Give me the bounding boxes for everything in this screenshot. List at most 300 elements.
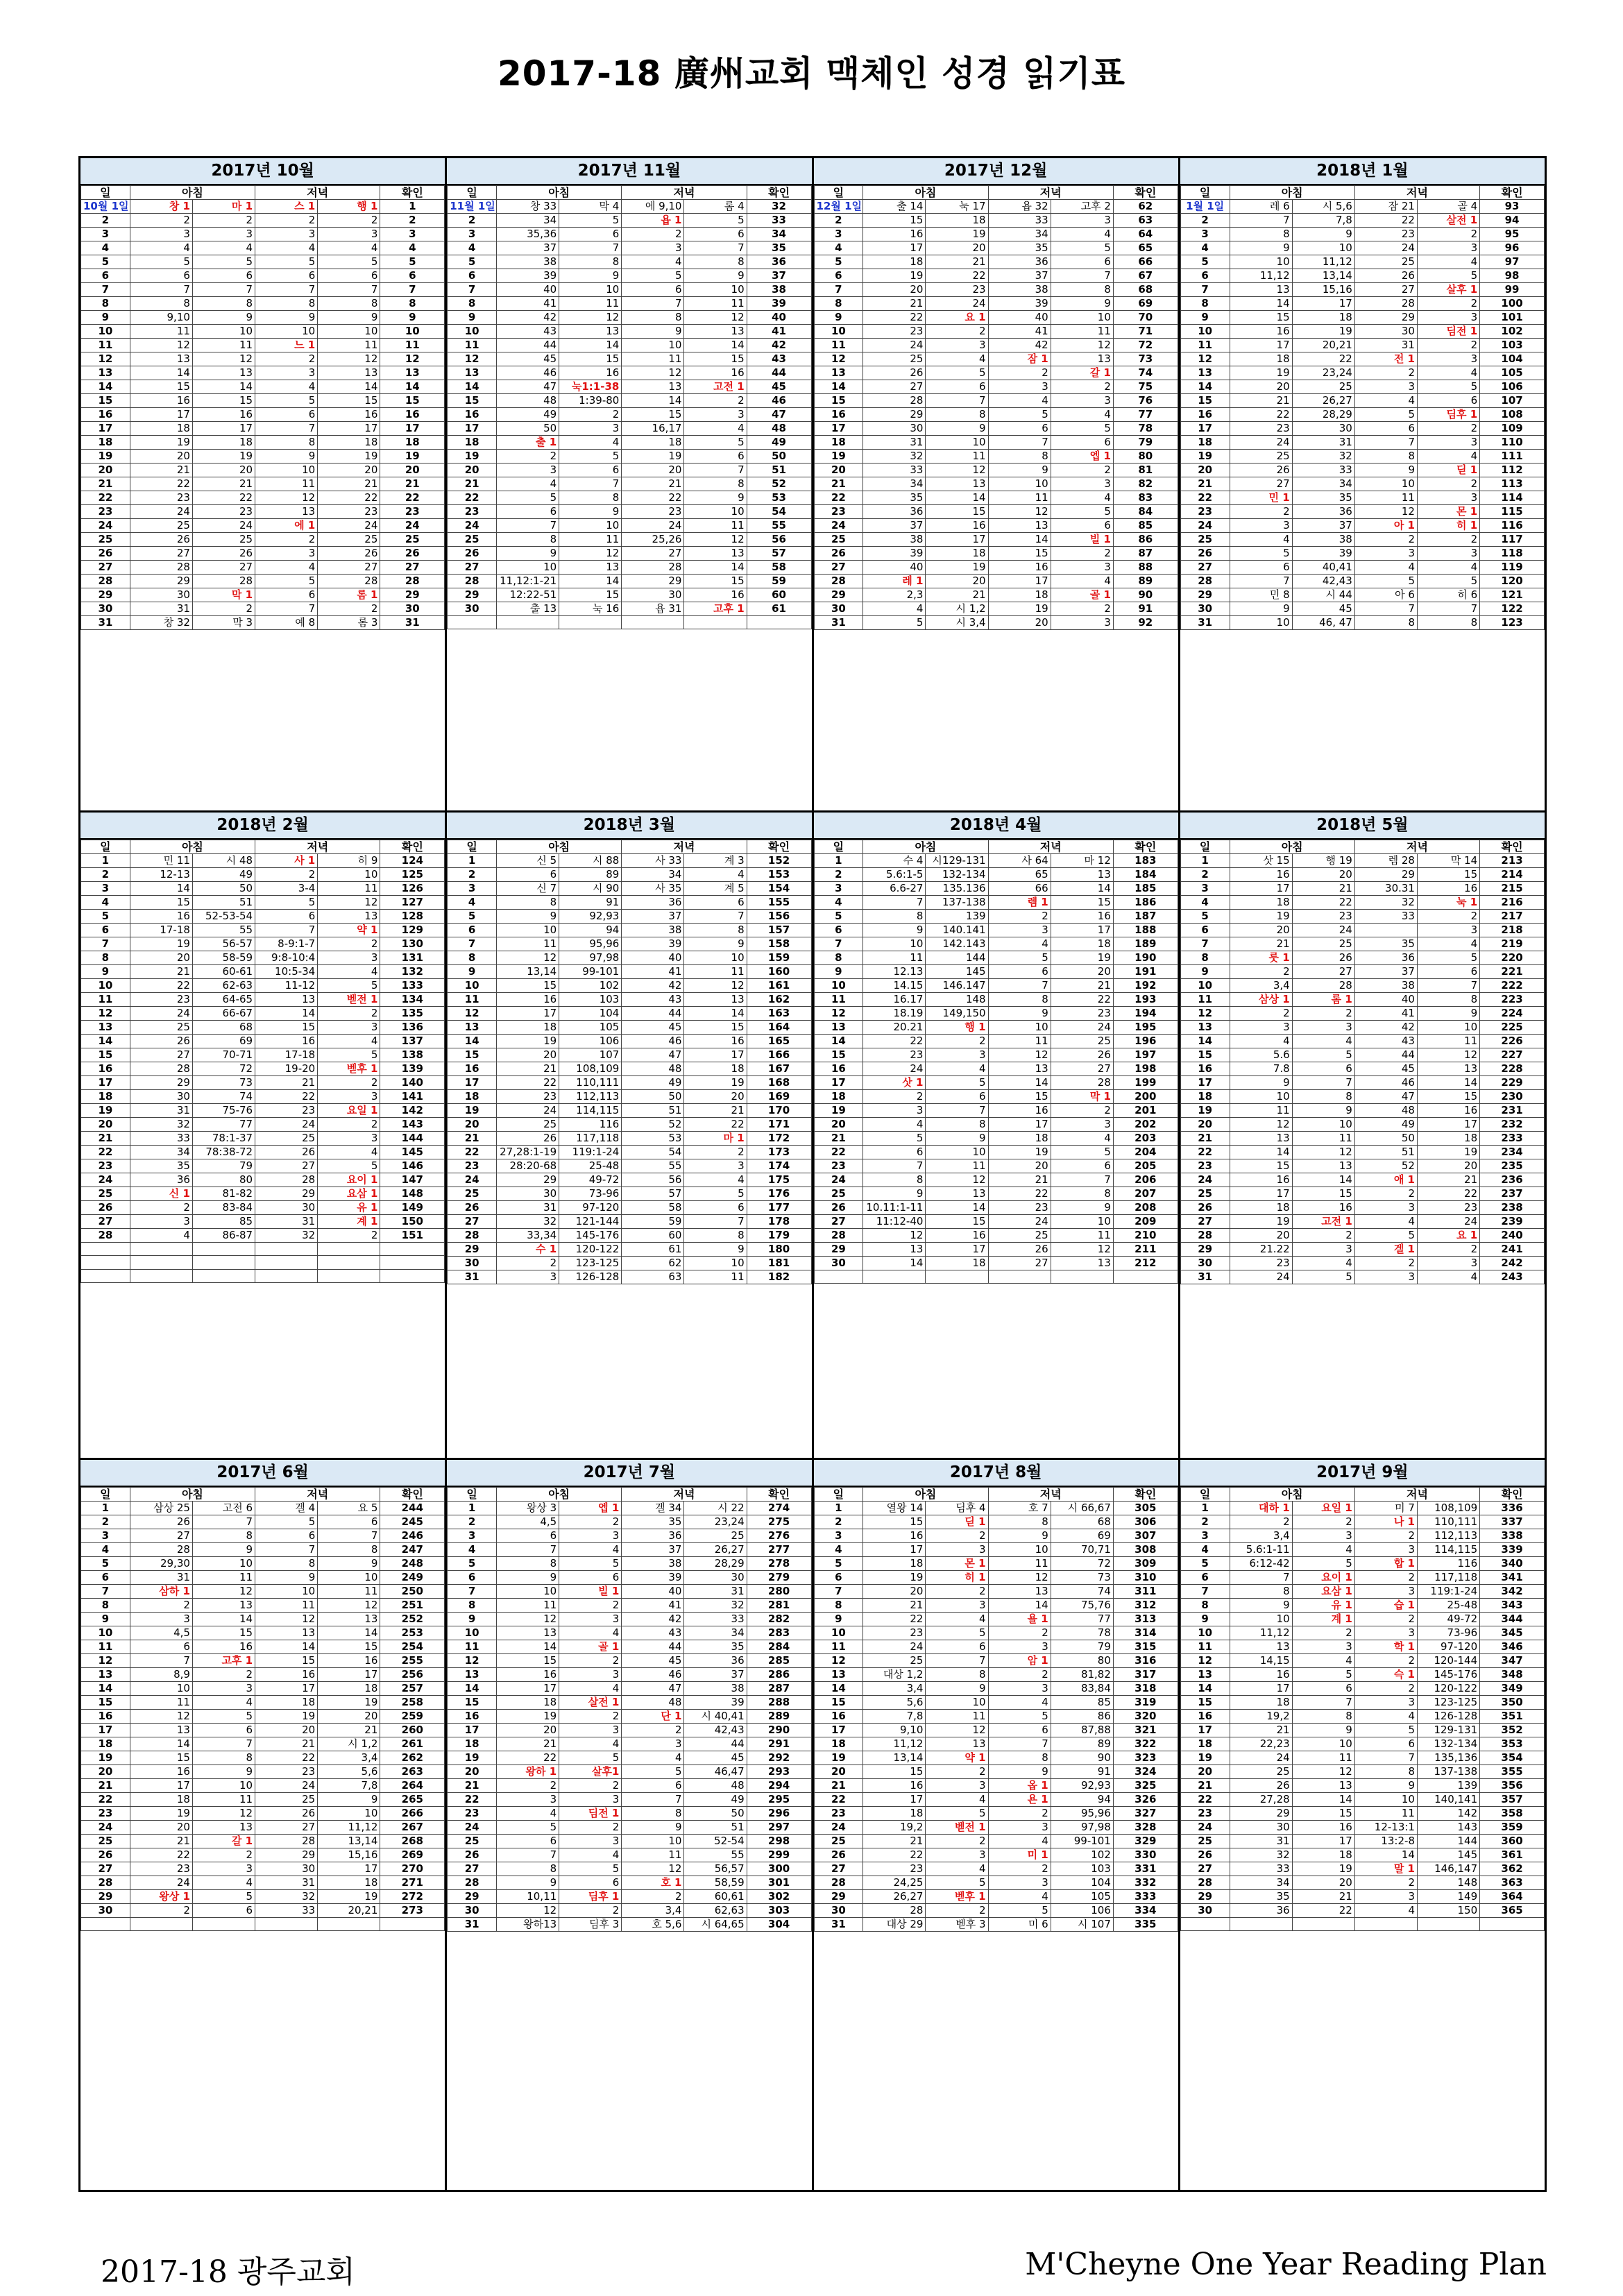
check-cell[interactable]: 266 [380, 1807, 445, 1821]
check-cell[interactable]: 21 [380, 477, 445, 491]
check-cell[interactable]: 56 [747, 533, 811, 547]
check-cell[interactable]: 143 [380, 1118, 445, 1132]
check-cell[interactable]: 202 [1113, 1118, 1178, 1132]
check-cell[interactable]: 285 [747, 1654, 811, 1668]
check-cell[interactable]: 223 [1480, 993, 1545, 1007]
check-cell[interactable]: 2 [380, 214, 445, 228]
check-cell[interactable]: 261 [380, 1737, 445, 1751]
check-cell[interactable]: 126 [380, 882, 445, 896]
check-cell[interactable] [1113, 1270, 1178, 1284]
check-cell[interactable]: 363 [1480, 1876, 1545, 1890]
check-cell[interactable]: 335 [1113, 1918, 1178, 1932]
check-cell[interactable]: 127 [380, 896, 445, 910]
check-cell[interactable]: 320 [1113, 1710, 1178, 1724]
check-cell[interactable]: 182 [747, 1270, 811, 1284]
check-cell[interactable]: 284 [747, 1640, 811, 1654]
check-cell[interactable]: 336 [1480, 1502, 1545, 1515]
check-cell[interactable]: 146 [380, 1159, 445, 1173]
check-cell[interactable]: 293 [747, 1765, 811, 1779]
check-cell[interactable]: 201 [1113, 1104, 1178, 1118]
check-cell[interactable]: 204 [1113, 1146, 1178, 1159]
check-cell[interactable]: 339 [1480, 1543, 1545, 1557]
check-cell[interactable]: 322 [1113, 1737, 1178, 1751]
check-cell[interactable]: 29 [380, 588, 445, 602]
check-cell[interactable]: 187 [1113, 910, 1178, 924]
check-cell[interactable]: 20 [380, 464, 445, 477]
check-cell[interactable]: 214 [1480, 868, 1545, 882]
check-cell[interactable]: 62 [1113, 200, 1178, 214]
check-cell[interactable]: 166 [747, 1048, 811, 1062]
check-cell[interactable]: 358 [1480, 1807, 1545, 1821]
check-cell[interactable]: 276 [747, 1529, 811, 1543]
check-cell[interactable]: 197 [1113, 1048, 1178, 1062]
check-cell[interactable]: 210 [1113, 1229, 1178, 1243]
check-cell[interactable]: 82 [1113, 477, 1178, 491]
check-cell[interactable]: 176 [747, 1187, 811, 1201]
check-cell[interactable]: 360 [1480, 1835, 1545, 1848]
check-cell[interactable]: 108 [1480, 408, 1545, 422]
check-cell[interactable]: 329 [1113, 1835, 1178, 1848]
check-cell[interactable]: 347 [1480, 1654, 1545, 1668]
check-cell[interactable]: 338 [1480, 1529, 1545, 1543]
check-cell[interactable]: 345 [1480, 1626, 1545, 1640]
check-cell[interactable]: 231 [1480, 1104, 1545, 1118]
check-cell[interactable]: 233 [1480, 1132, 1545, 1146]
check-cell[interactable]: 227 [1480, 1048, 1545, 1062]
check-cell[interactable]: 38 [747, 283, 811, 297]
check-cell[interactable]: 207 [1113, 1187, 1178, 1201]
check-cell[interactable]: 66 [1113, 255, 1178, 269]
check-cell[interactable]: 10 [380, 325, 445, 339]
check-cell[interactable]: 5 [380, 255, 445, 269]
check-cell[interactable]: 178 [747, 1215, 811, 1229]
check-cell[interactable]: 356 [1480, 1779, 1545, 1793]
check-cell[interactable]: 240 [1480, 1229, 1545, 1243]
check-cell[interactable]: 35 [747, 241, 811, 255]
check-cell[interactable]: 244 [380, 1502, 445, 1515]
check-cell[interactable]: 125 [380, 868, 445, 882]
check-cell[interactable]: 167 [747, 1062, 811, 1076]
check-cell[interactable]: 249 [380, 1571, 445, 1585]
check-cell[interactable]: 354 [1480, 1751, 1545, 1765]
check-cell[interactable]: 314 [1113, 1626, 1178, 1640]
check-cell[interactable]: 247 [380, 1543, 445, 1557]
check-cell[interactable]: 42 [747, 339, 811, 352]
check-cell[interactable]: 245 [380, 1515, 445, 1529]
check-cell[interactable]: 342 [1480, 1585, 1545, 1599]
check-cell[interactable]: 103 [1480, 339, 1545, 352]
check-cell[interactable]: 191 [1113, 965, 1178, 979]
check-cell[interactable]: 252 [380, 1613, 445, 1626]
check-cell[interactable]: 304 [747, 1918, 811, 1932]
check-cell[interactable]: 134 [380, 993, 445, 1007]
check-cell[interactable]: 330 [1113, 1848, 1178, 1862]
check-cell[interactable]: 26 [380, 547, 445, 561]
check-cell[interactable]: 78 [1113, 422, 1178, 436]
check-cell[interactable]: 196 [1113, 1035, 1178, 1048]
check-cell[interactable]: 230 [1480, 1090, 1545, 1104]
check-cell[interactable]: 19 [380, 450, 445, 464]
check-cell[interactable]: 84 [1113, 505, 1178, 519]
check-cell[interactable]: 198 [1113, 1062, 1178, 1076]
check-cell[interactable]: 148 [380, 1187, 445, 1201]
check-cell[interactable]: 288 [747, 1696, 811, 1710]
check-cell[interactable]: 248 [380, 1557, 445, 1571]
check-cell[interactable]: 31 [380, 616, 445, 630]
check-cell[interactable]: 324 [1113, 1765, 1178, 1779]
check-cell[interactable]: 24 [380, 519, 445, 533]
check-cell[interactable]: 327 [1113, 1807, 1178, 1821]
check-cell[interactable]: 263 [380, 1765, 445, 1779]
check-cell[interactable]: 50 [747, 450, 811, 464]
check-cell[interactable]: 215 [1480, 882, 1545, 896]
check-cell[interactable]: 353 [1480, 1737, 1545, 1751]
check-cell[interactable]: 303 [747, 1904, 811, 1918]
check-cell[interactable]: 359 [1480, 1821, 1545, 1835]
check-cell[interactable]: 264 [380, 1779, 445, 1793]
check-cell[interactable]: 115 [1480, 505, 1545, 519]
check-cell[interactable]: 41 [747, 325, 811, 339]
check-cell[interactable]: 282 [747, 1613, 811, 1626]
check-cell[interactable] [380, 1918, 445, 1931]
check-cell[interactable]: 291 [747, 1737, 811, 1751]
check-cell[interactable]: 317 [1113, 1668, 1178, 1682]
check-cell[interactable]: 101 [1480, 311, 1545, 325]
check-cell[interactable]: 28 [380, 575, 445, 588]
check-cell[interactable]: 13 [380, 366, 445, 380]
check-cell[interactable]: 77 [1113, 408, 1178, 422]
check-cell[interactable]: 255 [380, 1654, 445, 1668]
check-cell[interactable]: 145 [380, 1146, 445, 1159]
check-cell[interactable]: 89 [1113, 575, 1178, 588]
check-cell[interactable]: 257 [380, 1682, 445, 1696]
check-cell[interactable]: 119 [1480, 561, 1545, 575]
check-cell[interactable]: 76 [1113, 394, 1178, 408]
check-cell[interactable]: 346 [1480, 1640, 1545, 1654]
check-cell[interactable]: 184 [1113, 868, 1178, 882]
check-cell[interactable]: 292 [747, 1751, 811, 1765]
check-cell[interactable]: 68 [1113, 283, 1178, 297]
check-cell[interactable]: 337 [1480, 1515, 1545, 1529]
check-cell[interactable]: 318 [1113, 1682, 1178, 1696]
check-cell[interactable]: 235 [1480, 1159, 1545, 1173]
check-cell[interactable]: 116 [1480, 519, 1545, 533]
check-cell[interactable]: 333 [1113, 1890, 1178, 1904]
check-cell[interactable]: 52 [747, 477, 811, 491]
check-cell[interactable]: 311 [1113, 1585, 1178, 1599]
check-cell[interactable]: 59 [747, 575, 811, 588]
check-cell[interactable]: 129 [380, 924, 445, 937]
check-cell[interactable]: 283 [747, 1626, 811, 1640]
check-cell[interactable]: 220 [1480, 951, 1545, 965]
check-cell[interactable]: 156 [747, 910, 811, 924]
check-cell[interactable]: 325 [1113, 1779, 1178, 1793]
check-cell[interactable]: 93 [1480, 200, 1545, 214]
check-cell[interactable]: 225 [1480, 1021, 1545, 1035]
check-cell[interactable]: 175 [747, 1173, 811, 1187]
check-cell[interactable]: 139 [380, 1062, 445, 1076]
check-cell[interactable]: 23 [380, 505, 445, 519]
check-cell[interactable]: 16 [380, 408, 445, 422]
check-cell[interactable]: 4 [380, 241, 445, 255]
check-cell[interactable]: 256 [380, 1668, 445, 1682]
check-cell[interactable]: 37 [747, 269, 811, 283]
check-cell[interactable]: 43 [747, 352, 811, 366]
check-cell[interactable]: 161 [747, 979, 811, 993]
check-cell[interactable]: 159 [747, 951, 811, 965]
check-cell[interactable]: 286 [747, 1668, 811, 1682]
check-cell[interactable]: 228 [1480, 1062, 1545, 1076]
check-cell[interactable]: 328 [1113, 1821, 1178, 1835]
check-cell[interactable]: 259 [380, 1710, 445, 1724]
check-cell[interactable] [380, 1256, 445, 1269]
check-cell[interactable]: 222 [1480, 979, 1545, 993]
check-cell[interactable]: 30 [380, 602, 445, 616]
check-cell[interactable]: 46 [747, 394, 811, 408]
check-cell[interactable]: 90 [1113, 588, 1178, 602]
check-cell[interactable]: 54 [747, 505, 811, 519]
check-cell[interactable]: 312 [1113, 1599, 1178, 1613]
check-cell[interactable]: 188 [1113, 924, 1178, 937]
check-cell[interactable]: 3 [380, 228, 445, 241]
check-cell[interactable]: 307 [1113, 1529, 1178, 1543]
check-cell[interactable]: 106 [1480, 380, 1545, 394]
check-cell[interactable]: 141 [380, 1090, 445, 1104]
check-cell[interactable]: 243 [1480, 1270, 1545, 1284]
check-cell[interactable]: 8 [380, 297, 445, 311]
check-cell[interactable]: 163 [747, 1007, 811, 1021]
check-cell[interactable]: 49 [747, 436, 811, 450]
check-cell[interactable]: 349 [1480, 1682, 1545, 1696]
check-cell[interactable]: 294 [747, 1779, 811, 1793]
check-cell[interactable]: 174 [747, 1159, 811, 1173]
check-cell[interactable]: 80 [1113, 450, 1178, 464]
check-cell[interactable]: 323 [1113, 1751, 1178, 1765]
check-cell[interactable]: 15 [380, 394, 445, 408]
check-cell[interactable]: 81 [1113, 464, 1178, 477]
check-cell[interactable]: 186 [1113, 896, 1178, 910]
check-cell[interactable]: 272 [380, 1890, 445, 1904]
check-cell[interactable]: 278 [747, 1557, 811, 1571]
check-cell[interactable]: 87 [1113, 547, 1178, 561]
check-cell[interactable]: 237 [1480, 1187, 1545, 1201]
check-cell[interactable]: 133 [380, 979, 445, 993]
check-cell[interactable]: 268 [380, 1835, 445, 1848]
check-cell[interactable]: 152 [747, 854, 811, 868]
check-cell[interactable]: 60 [747, 588, 811, 602]
check-cell[interactable]: 122 [1480, 602, 1545, 616]
check-cell[interactable]: 364 [1480, 1890, 1545, 1904]
check-cell[interactable]: 65 [1113, 241, 1178, 255]
check-cell[interactable]: 287 [747, 1682, 811, 1696]
check-cell[interactable]: 155 [747, 896, 811, 910]
check-cell[interactable]: 61 [747, 602, 811, 616]
check-cell[interactable]: 253 [380, 1626, 445, 1640]
check-cell[interactable]: 63 [1113, 214, 1178, 228]
check-cell[interactable]: 246 [380, 1529, 445, 1543]
check-cell[interactable]: 149 [380, 1201, 445, 1215]
check-cell[interactable]: 45 [747, 380, 811, 394]
check-cell[interactable]: 7 [380, 283, 445, 297]
check-cell[interactable]: 132 [380, 965, 445, 979]
check-cell[interactable]: 180 [747, 1243, 811, 1257]
check-cell[interactable]: 267 [380, 1821, 445, 1835]
check-cell[interactable]: 316 [1113, 1654, 1178, 1668]
check-cell[interactable]: 211 [1113, 1243, 1178, 1257]
check-cell[interactable]: 192 [1113, 979, 1178, 993]
check-cell[interactable]: 48 [747, 422, 811, 436]
check-cell[interactable]: 117 [1480, 533, 1545, 547]
check-cell[interactable]: 239 [1480, 1215, 1545, 1229]
check-cell[interactable]: 100 [1480, 297, 1545, 311]
check-cell[interactable]: 352 [1480, 1724, 1545, 1737]
check-cell[interactable]: 216 [1480, 896, 1545, 910]
check-cell[interactable]: 9 [380, 311, 445, 325]
check-cell[interactable]: 209 [1113, 1215, 1178, 1229]
check-cell[interactable]: 160 [747, 965, 811, 979]
check-cell[interactable]: 279 [747, 1571, 811, 1585]
check-cell[interactable]: 162 [747, 993, 811, 1007]
check-cell[interactable]: 301 [747, 1876, 811, 1890]
check-cell[interactable]: 348 [1480, 1668, 1545, 1682]
check-cell[interactable] [380, 1269, 445, 1282]
check-cell[interactable]: 136 [380, 1021, 445, 1035]
check-cell[interactable]: 69 [1113, 297, 1178, 311]
check-cell[interactable]: 300 [747, 1862, 811, 1876]
check-cell[interactable]: 138 [380, 1048, 445, 1062]
check-cell[interactable]: 86 [1113, 533, 1178, 547]
check-cell[interactable]: 344 [1480, 1613, 1545, 1626]
check-cell[interactable]: 315 [1113, 1640, 1178, 1654]
check-cell[interactable]: 135 [380, 1007, 445, 1021]
check-cell[interactable]: 219 [1480, 937, 1545, 951]
check-cell[interactable]: 40 [747, 311, 811, 325]
check-cell[interactable]: 120 [1480, 575, 1545, 588]
check-cell[interactable]: 96 [1480, 241, 1545, 255]
check-cell[interactable]: 305 [1113, 1502, 1178, 1515]
check-cell[interactable]: 170 [747, 1104, 811, 1118]
check-cell[interactable]: 12 [380, 352, 445, 366]
check-cell[interactable]: 341 [1480, 1571, 1545, 1585]
check-cell[interactable]: 181 [747, 1257, 811, 1270]
check-cell[interactable]: 271 [380, 1876, 445, 1890]
check-cell[interactable]: 97 [1480, 255, 1545, 269]
check-cell[interactable]: 254 [380, 1640, 445, 1654]
check-cell[interactable]: 251 [380, 1599, 445, 1613]
check-cell[interactable]: 221 [1480, 965, 1545, 979]
check-cell[interactable]: 281 [747, 1599, 811, 1613]
check-cell[interactable]: 158 [747, 937, 811, 951]
check-cell[interactable]: 70 [1113, 311, 1178, 325]
check-cell[interactable]: 114 [1480, 491, 1545, 505]
check-cell[interactable]: 154 [747, 882, 811, 896]
check-cell[interactable]: 57 [747, 547, 811, 561]
check-cell[interactable]: 110 [1480, 436, 1545, 450]
check-cell[interactable]: 1 [380, 200, 445, 214]
check-cell[interactable]: 164 [747, 1021, 811, 1035]
check-cell[interactable]: 275 [747, 1515, 811, 1529]
check-cell[interactable]: 92 [1113, 616, 1178, 630]
check-cell[interactable]: 58 [747, 561, 811, 575]
check-cell[interactable]: 137 [380, 1035, 445, 1048]
check-cell[interactable]: 365 [1480, 1904, 1545, 1918]
check-cell[interactable]: 350 [1480, 1696, 1545, 1710]
check-cell[interactable]: 67 [1113, 269, 1178, 283]
check-cell[interactable]: 290 [747, 1724, 811, 1737]
check-cell[interactable]: 241 [1480, 1243, 1545, 1257]
check-cell[interactable]: 75 [1113, 380, 1178, 394]
check-cell[interactable]: 113 [1480, 477, 1545, 491]
check-cell[interactable]: 172 [747, 1132, 811, 1146]
check-cell[interactable]: 151 [380, 1229, 445, 1243]
check-cell[interactable]: 195 [1113, 1021, 1178, 1035]
check-cell[interactable]: 205 [1113, 1159, 1178, 1173]
check-cell[interactable]: 302 [747, 1890, 811, 1904]
check-cell[interactable]: 107 [1480, 394, 1545, 408]
check-cell[interactable]: 289 [747, 1710, 811, 1724]
check-cell[interactable]: 326 [1113, 1793, 1178, 1807]
check-cell[interactable]: 213 [1480, 854, 1545, 868]
check-cell[interactable]: 177 [747, 1201, 811, 1215]
check-cell[interactable]: 218 [1480, 924, 1545, 937]
check-cell[interactable]: 306 [1113, 1515, 1178, 1529]
check-cell[interactable]: 217 [1480, 910, 1545, 924]
check-cell[interactable]: 280 [747, 1585, 811, 1599]
check-cell[interactable]: 83 [1113, 491, 1178, 505]
check-cell[interactable]: 95 [1480, 228, 1545, 241]
check-cell[interactable]: 111 [1480, 450, 1545, 464]
check-cell[interactable]: 51 [747, 464, 811, 477]
check-cell[interactable]: 169 [747, 1090, 811, 1104]
check-cell[interactable]: 321 [1113, 1724, 1178, 1737]
check-cell[interactable]: 32 [747, 200, 811, 214]
check-cell[interactable]: 308 [1113, 1543, 1178, 1557]
check-cell[interactable]: 130 [380, 937, 445, 951]
check-cell[interactable] [380, 1243, 445, 1256]
check-cell[interactable]: 269 [380, 1848, 445, 1862]
check-cell[interactable]: 39 [747, 297, 811, 311]
check-cell[interactable]: 88 [1113, 561, 1178, 575]
check-cell[interactable]: 144 [380, 1132, 445, 1146]
check-cell[interactable]: 183 [1113, 854, 1178, 868]
check-cell[interactable]: 193 [1113, 993, 1178, 1007]
check-cell[interactable]: 73 [1113, 352, 1178, 366]
check-cell[interactable]: 72 [1113, 339, 1178, 352]
check-cell[interactable]: 105 [1480, 366, 1545, 380]
check-cell[interactable]: 274 [747, 1502, 811, 1515]
check-cell[interactable]: 238 [1480, 1201, 1545, 1215]
check-cell[interactable]: 334 [1113, 1904, 1178, 1918]
check-cell[interactable]: 234 [1480, 1146, 1545, 1159]
check-cell[interactable]: 44 [747, 366, 811, 380]
check-cell[interactable]: 104 [1480, 352, 1545, 366]
check-cell[interactable]: 14 [380, 380, 445, 394]
check-cell[interactable]: 232 [1480, 1118, 1545, 1132]
check-cell[interactable]: 189 [1113, 937, 1178, 951]
check-cell[interactable]: 124 [380, 854, 445, 868]
check-cell[interactable]: 33 [747, 214, 811, 228]
check-cell[interactable]: 74 [1113, 366, 1178, 380]
check-cell[interactable]: 298 [747, 1835, 811, 1848]
check-cell[interactable]: 265 [380, 1793, 445, 1807]
check-cell[interactable]: 309 [1113, 1557, 1178, 1571]
check-cell[interactable]: 121 [1480, 588, 1545, 602]
check-cell[interactable]: 53 [747, 491, 811, 505]
check-cell[interactable]: 17 [380, 422, 445, 436]
check-cell[interactable]: 295 [747, 1793, 811, 1807]
check-cell[interactable]: 296 [747, 1807, 811, 1821]
check-cell[interactable]: 147 [380, 1173, 445, 1187]
